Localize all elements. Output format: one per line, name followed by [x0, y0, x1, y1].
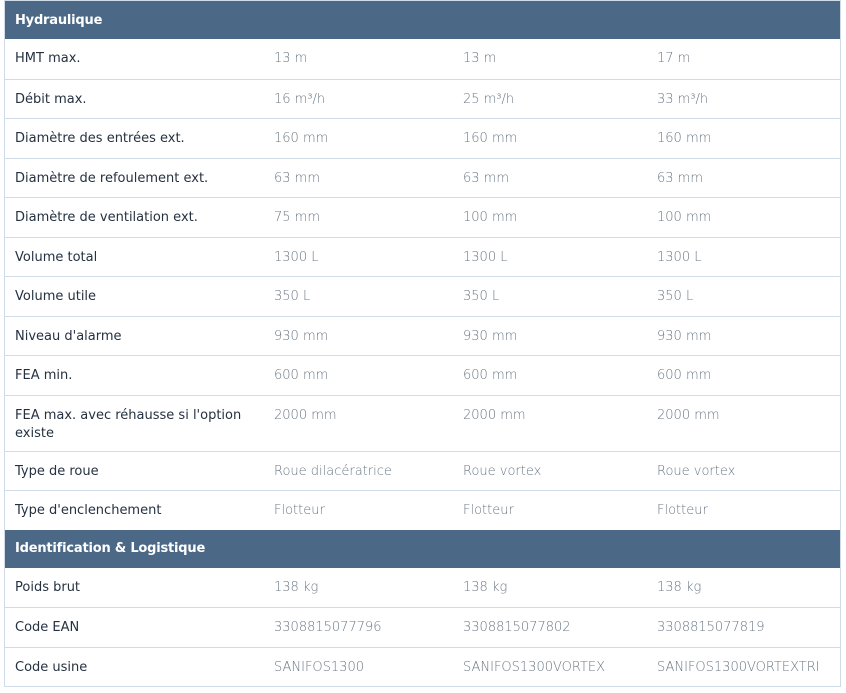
row-value-1: Roue dilacératrice	[274, 463, 392, 479]
row-label: Niveau d'alarme	[15, 328, 122, 344]
row-value-2: 25 m³/h	[463, 91, 515, 107]
row-value-2: 100 mm	[463, 210, 518, 225]
row-value-3: 930 mm	[657, 328, 712, 344]
row-value-3: 160 mm	[657, 131, 712, 146]
table-row	[5, 276, 840, 316]
row-label: Volume total	[15, 249, 98, 265]
row-value-2: 138 kg	[463, 579, 508, 595]
row-value-2: 350 L	[463, 289, 500, 304]
row-value-1: 13 m	[274, 51, 308, 66]
row-value-3: SANIFOS1300VORTEXTRI	[657, 659, 820, 675]
table-row	[5, 158, 840, 198]
table-row	[5, 568, 840, 608]
row-label: Débit max.	[15, 91, 87, 107]
row-label: FEA max. avec réhausse si l'option existe	[15, 407, 242, 441]
table-row	[5, 355, 840, 395]
row-value-3: 17 m	[657, 51, 691, 66]
row-value-2: 160 mm	[463, 131, 518, 146]
table-row	[5, 490, 840, 530]
table-row	[5, 197, 840, 237]
row-value-2: 2000 mm	[463, 407, 526, 423]
row-label: Type d'enclenchement	[15, 503, 162, 518]
row-value-3: 100 mm	[657, 210, 712, 225]
table-row	[5, 647, 840, 687]
row-value-3: 2000 mm	[657, 407, 720, 423]
row-value-1: 16 m³/h	[274, 91, 326, 107]
row-value-1: Flotteur	[274, 503, 325, 518]
row-value-3: 63 mm	[657, 170, 704, 186]
row-label: Diamètre des entrées ext.	[15, 131, 185, 146]
row-value-2: Roue vortex	[463, 463, 542, 479]
row-value-3: 350 L	[657, 289, 694, 304]
row-label: Diamètre de refoulement ext.	[15, 170, 209, 186]
row-value-3: Roue vortex	[657, 463, 736, 479]
row-value-1: 138 kg	[274, 579, 319, 595]
row-value-2: 600 mm	[463, 368, 518, 383]
row-value-2: 1300 L	[463, 249, 508, 265]
row-value-1: 1300 L	[274, 249, 319, 265]
table-row	[5, 451, 840, 491]
table-row	[5, 237, 840, 277]
section-header-hydraulique	[5, 1, 840, 39]
spec-table	[4, 0, 841, 687]
row-label: Type de roue	[15, 463, 99, 479]
row-value-2: 3308815077802	[463, 620, 571, 635]
row-value-3: 138 kg	[657, 579, 702, 595]
row-label: Diamètre de ventilation ext.	[15, 210, 198, 225]
row-value-2: 930 mm	[463, 328, 518, 344]
row-value-2: 63 mm	[463, 170, 510, 186]
row-value-1: 3308815077796	[274, 620, 382, 635]
section-header-identification	[5, 530, 840, 568]
section-title: Identification & Logistique	[15, 541, 206, 556]
row-label: Volume utile	[15, 289, 97, 304]
table-row	[5, 79, 840, 119]
row-label: FEA min.	[15, 368, 73, 383]
row-value-1: 2000 mm	[274, 407, 337, 423]
row-value-1: 930 mm	[274, 328, 329, 344]
row-value-3: 1300 L	[657, 249, 702, 265]
table-row	[5, 395, 840, 451]
table-row	[5, 316, 840, 356]
row-value-3: Flotteur	[657, 503, 708, 518]
row-value-1: 75 mm	[274, 210, 321, 225]
row-value-2: SANIFOS1300VORTEX	[463, 659, 606, 675]
section-title: Hydraulique	[15, 12, 103, 28]
row-value-1: 350 L	[274, 289, 311, 304]
row-value-2: 13 m	[463, 51, 497, 66]
row-value-3: 3308815077819	[657, 620, 765, 635]
row-value-1: 63 mm	[274, 170, 321, 186]
row-value-2: Flotteur	[463, 503, 514, 518]
table-row	[5, 39, 840, 79]
table-row	[5, 607, 840, 647]
row-value-1: 600 mm	[274, 368, 329, 383]
row-value-3: 33 m³/h	[657, 91, 709, 107]
row-value-1: 160 mm	[274, 131, 329, 146]
row-label: Code EAN	[15, 620, 80, 635]
row-label: Poids brut	[15, 579, 81, 595]
row-label: HMT max.	[15, 51, 81, 66]
row-value-1: SANIFOS1300	[274, 659, 364, 675]
table-row	[5, 118, 840, 158]
row-label: Code usine	[15, 659, 88, 675]
row-value-3: 600 mm	[657, 368, 712, 383]
